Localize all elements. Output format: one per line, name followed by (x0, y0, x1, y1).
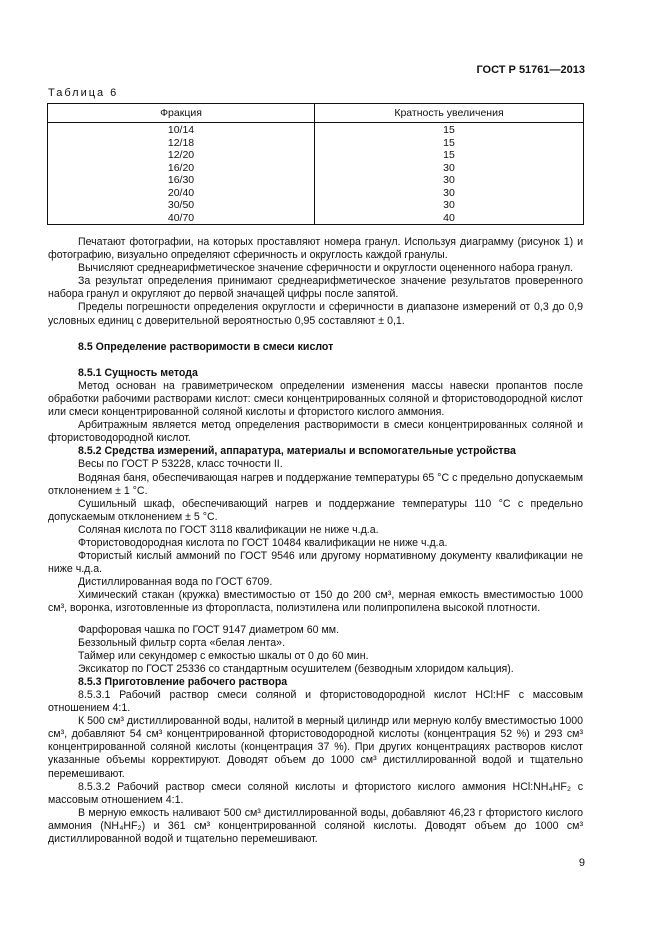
fraction-cell: 10/14 (48, 123, 315, 137)
fraction-table (47, 103, 584, 225)
section-heading: 8.5 Определение растворимости в смеси кислот (78, 340, 334, 353)
magnification-cell: 15 (315, 137, 584, 150)
table-header-row (48, 104, 584, 123)
spacer (48, 616, 583, 624)
fraction-cell: 30/50 (48, 199, 315, 212)
section-heading: 8.5.1 Сущность метода (78, 366, 198, 379)
paragraph: Фтористый кислый аммоний по ГОСТ 9546 или другому нормативному документу квалификации не ниже ч.д.а. (48, 550, 583, 576)
paragraph: Сушильный шкаф, обеспечивающий нагрев и поддержание температуры 110 °С с предельно допускаемым отклонением ± 5 °С. (48, 497, 583, 523)
table-row (48, 212, 584, 225)
paragraph: За результат определения принимают среднеарифметическое значение результатов проверенного набора гранул и округляют до первой значащей цифры после запятой. (48, 275, 583, 301)
fraction-cell: 40/70 (48, 212, 315, 225)
paragraph: Фтористоводородная кислота по ГОСТ 10484 квалификации не ниже ч.д.а. (78, 536, 448, 549)
paragraph: Соляная кислота по ГОСТ 3118 квалификации не ниже ч.д.а. (78, 523, 379, 536)
fraction-cell: 20/40 (48, 187, 315, 200)
paragraph: Печатают фотографии, на которых проставляют номера гранул. Используя диаграмму (рисунок 1) и фотографию, визуально определяют сферичность и округлость каждой гранулы. (48, 236, 583, 262)
paragraph: Таймер или секундомер с емкостью шкалы от 0 до 60 мин. (78, 649, 369, 662)
magnification-cell: 30 (315, 199, 584, 212)
magnification-cell: 40 (315, 212, 584, 225)
paragraph: Вычисляют среднеарифметическое значение сферичности и округлости оцененного набора гранул. (78, 262, 574, 275)
table-row (48, 187, 584, 200)
table-title: Таблица 6 (48, 87, 119, 99)
section-heading: 8.5.3 Приготовление рабочего раствора (78, 675, 288, 688)
document-body (48, 236, 583, 846)
table-row (48, 137, 584, 150)
spacer (48, 328, 583, 341)
fraction-cell: 16/30 (48, 174, 315, 187)
paragraph: Фарфоровая чашка по ГОСТ 9147 диаметром 60 мм. (78, 623, 340, 636)
paragraph: Пределы погрешности определения округлости и сферичности в диапазоне измерений от 0,3 до 0,9 условных единиц с доверительной вероятностью 0,95 составляют ± 0,1. (48, 301, 583, 327)
magnification-cell: 30 (315, 174, 584, 187)
paragraph: 8.5.3.1 Рабочий раствор смеси соляной и фтористоводородной кислот HCl:HF с массовым отношением 4:1. (48, 689, 583, 715)
paragraph: Беззольный фильтр сорта «белая лента». (78, 636, 286, 649)
fraction-cell: 12/20 (48, 149, 315, 162)
document-id: ГОСТ Р 51761—2013 (476, 64, 585, 76)
paragraph: Метод основан на гравиметрическом определении изменения массы навески пропантов после обработки рабочими растворами кислот: смеси концентрированных соляной и фтористоводородной кислот или смеси концентрированной соляной кислоты и фтористого кислого аммония. (48, 379, 583, 419)
paragraph: Водяная баня, обеспечивающая нагрев и поддержание температуры 65 °С с предельно допускаемым отклонением ± 1 °С. (48, 471, 583, 497)
magnification-cell: 15 (315, 123, 584, 137)
magnification-cell: 30 (315, 187, 584, 200)
paragraph: Эксикатор по ГОСТ 25336 со стандартным осушителем (безводным хлоридом кальция). (78, 662, 514, 675)
page-number: 9 (578, 857, 585, 869)
paragraph: Дистиллированная вода по ГОСТ 6709. (78, 576, 273, 589)
table-header-fraction: Фракция (48, 104, 315, 123)
paragraph: Арбитражным является метод определения растворимости в смеси концентрированных соляной и фтористоводородной кислот. (48, 419, 583, 445)
spacer (48, 354, 583, 367)
section-heading: 8.5.2 Средства измерений, аппаратура, материалы и вспомогательные устройства (78, 445, 516, 458)
table-header-magnification: Кратность увеличения (315, 104, 584, 123)
magnification-cell: 15 (315, 149, 584, 162)
paragraph: В мерную емкость наливают 500 см³ дистиллированной воды, добавляют 46,23 г фтористого кислого аммония (NH₄HF₂) и 361 см³ концентрированной соляной кислоты. Доводят объем до 1000 см³ дистиллированной водой и тщательно перемешивают. (48, 806, 583, 846)
fraction-cell: 12/18 (48, 137, 315, 150)
table-row (48, 149, 584, 162)
magnification-cell: 30 (315, 162, 584, 175)
paragraph: Химический стакан (кружка) вместимостью от 150 до 200 см³, мерная емкость вместимостью 1000 см³, воронка, изготовленные из фторопласта, полиэтилена или полипропилена высокой плотности. (48, 589, 583, 615)
table-body (48, 123, 584, 225)
paragraph: Весы по ГОСТ Р 53228, класс точности II. (78, 458, 283, 471)
table-row (48, 162, 584, 175)
fraction-cell: 16/20 (48, 162, 315, 175)
paragraph: К 500 см³ дистиллированной воды, налитой в мерный цилиндр или мерную колбу вместимостью 1000 см³, добавляют 54 см³ концентрированной фтористоводородной кислоты (концентрация 52 %) и 293 см³ концентрированной соляной кислоты (концентрация 37 %). При других концентрациях растворов кислот указанные объемы корректируют. Доводят объем до 1000 см³ дистиллированной водой и тщательно перемешивают. (48, 715, 583, 780)
table-row (48, 199, 584, 212)
table-row (48, 123, 584, 137)
paragraph: 8.5.3.2 Рабочий раствор смеси соляной кислоты и фтористого кислого аммония HCl:NH₄HF₂ с массовым отношением 4:1. (48, 780, 583, 806)
table-row (48, 174, 584, 187)
